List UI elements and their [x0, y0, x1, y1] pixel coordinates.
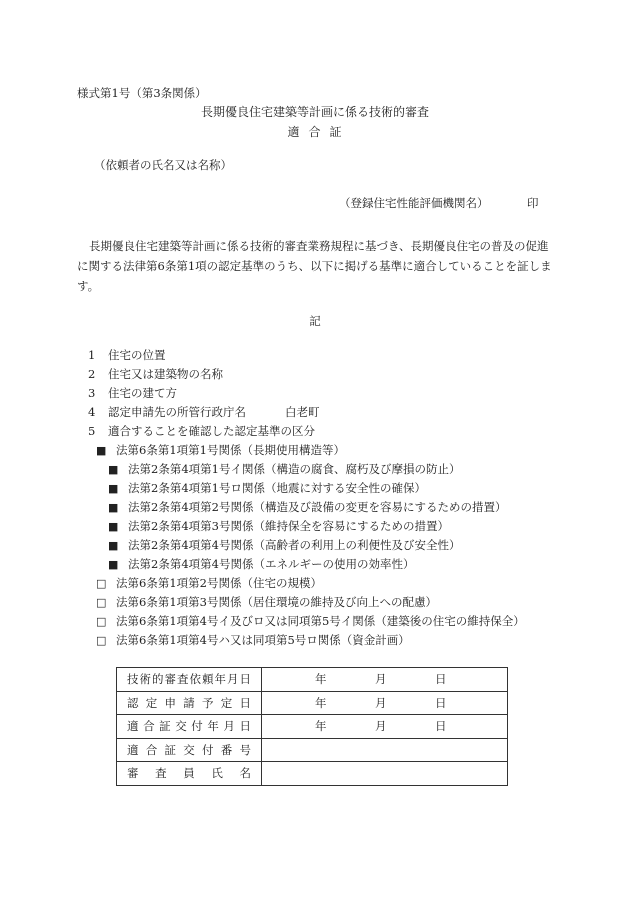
item-label: 住宅の位置	[108, 348, 166, 362]
item-label: 住宅又は建築物の名称	[108, 367, 223, 381]
checked-box-icon: ■	[108, 463, 119, 476]
certificate-number-field	[262, 738, 508, 762]
table-row	[117, 691, 508, 715]
requester-label: （依頼者の氏名又は名称）	[94, 158, 232, 172]
list-item	[88, 350, 166, 362]
table-row	[117, 762, 508, 786]
criteria-item	[96, 597, 437, 609]
criteria-item	[96, 635, 410, 647]
list-item	[88, 388, 177, 400]
criteria-text: 法第2条第4項第4号関係（高齢者の利用上の利便性及び安全性）	[128, 538, 461, 552]
row-label: 適合証交付年月日	[117, 715, 262, 739]
ki-heading: 記	[309, 314, 321, 328]
checked-box-icon: ■	[96, 444, 107, 457]
criteria-item	[108, 464, 460, 476]
table-row	[117, 715, 508, 739]
criteria-item	[96, 578, 322, 590]
examiner-name-field	[262, 762, 508, 786]
criteria-item	[108, 521, 449, 533]
list-item	[88, 426, 315, 438]
item-number: 4	[88, 405, 96, 419]
unchecked-box-icon: □	[96, 596, 107, 609]
date-field: 年 月 日	[262, 715, 508, 739]
criteria-text: 法第2条第4項第4号関係（エネルギーの使用の効率性）	[128, 557, 415, 571]
item-number: 3	[88, 386, 96, 400]
list-item	[88, 369, 223, 381]
checked-box-icon: ■	[108, 520, 119, 533]
criteria-text: 法第6条第1項第1号関係（長期使用構造等）	[116, 443, 345, 457]
checked-box-icon: ■	[108, 482, 119, 495]
criteria-text: 法第2条第4項第1号ロ関係（地震に対する安全性の確保）	[128, 481, 426, 495]
item-label: 住宅の建て方	[108, 386, 177, 400]
document-subtitle: 適合証	[287, 125, 351, 139]
criteria-item	[96, 616, 525, 628]
row-label: 技術的審査依頼年月日	[117, 668, 262, 692]
date-field: 年 月 日	[262, 691, 508, 715]
table-row	[117, 738, 508, 762]
form-number: 様式第1号（第3条関係）	[77, 86, 207, 100]
row-label: 認定申請予定日	[117, 691, 262, 715]
criteria-item	[96, 445, 345, 457]
criteria-text: 法第2条第4項第1号イ関係（構造の腐食、腐朽及び摩損の防止）	[128, 462, 461, 476]
certification-statement: 長期優良住宅建築等計画に係る技術的審査業務規程に基づき、長期優良住宅の普及の促進に関する法律第6条第1項の認定基準のうち、以下に掲げる基準に適合していることを証します。	[77, 239, 552, 293]
criteria-text: 法第2条第4項第2号関係（構造及び設備の変更を容易にするための措置）	[128, 500, 507, 514]
unchecked-box-icon: □	[96, 577, 107, 590]
list-item	[88, 407, 246, 419]
date-field: 年 月 日	[262, 668, 508, 692]
row-label: 適合証交付番号	[117, 738, 262, 762]
item-number: 2	[88, 367, 96, 381]
checked-box-icon: ■	[108, 501, 119, 514]
criteria-text: 法第6条第1項第4号イ及びロ又は同項第5号イ関係（建築後の住宅の維持保全）	[116, 614, 525, 628]
criteria-text: 法第2条第4項第3号関係（維持保全を容易にするための措置）	[128, 519, 449, 533]
item-label: 認定申請先の所管行政庁名	[108, 405, 246, 419]
organization-label: （登録住宅性能評価機関名）	[339, 196, 489, 210]
item-label: 適合することを確認した認定基準の区分	[108, 424, 315, 438]
checked-box-icon: ■	[108, 558, 119, 571]
authority-value: 白老町	[285, 405, 320, 419]
table-row	[117, 668, 508, 692]
criteria-item	[108, 502, 506, 514]
criteria-item	[108, 559, 414, 571]
unchecked-box-icon: □	[96, 634, 107, 647]
criteria-text: 法第6条第1項第4号ハ又は同項第5号ロ関係（資金計画）	[116, 633, 410, 647]
criteria-text: 法第6条第1項第3号関係（居住環境の維持及び向上への配慮）	[116, 595, 437, 609]
item-number: 1	[88, 348, 96, 362]
checked-box-icon: ■	[108, 539, 119, 552]
item-number: 5	[88, 424, 96, 438]
document-title: 長期優良住宅建築等計画に係る技術的審査	[200, 105, 429, 119]
unchecked-box-icon: □	[96, 615, 107, 628]
seal-mark: 印	[527, 196, 539, 210]
criteria-item	[108, 483, 426, 495]
criteria-item	[108, 540, 460, 552]
row-label: 審査員氏名	[117, 762, 262, 786]
criteria-text: 法第6条第1項第2号関係（住宅の規模）	[116, 576, 322, 590]
review-info-table	[116, 667, 508, 786]
